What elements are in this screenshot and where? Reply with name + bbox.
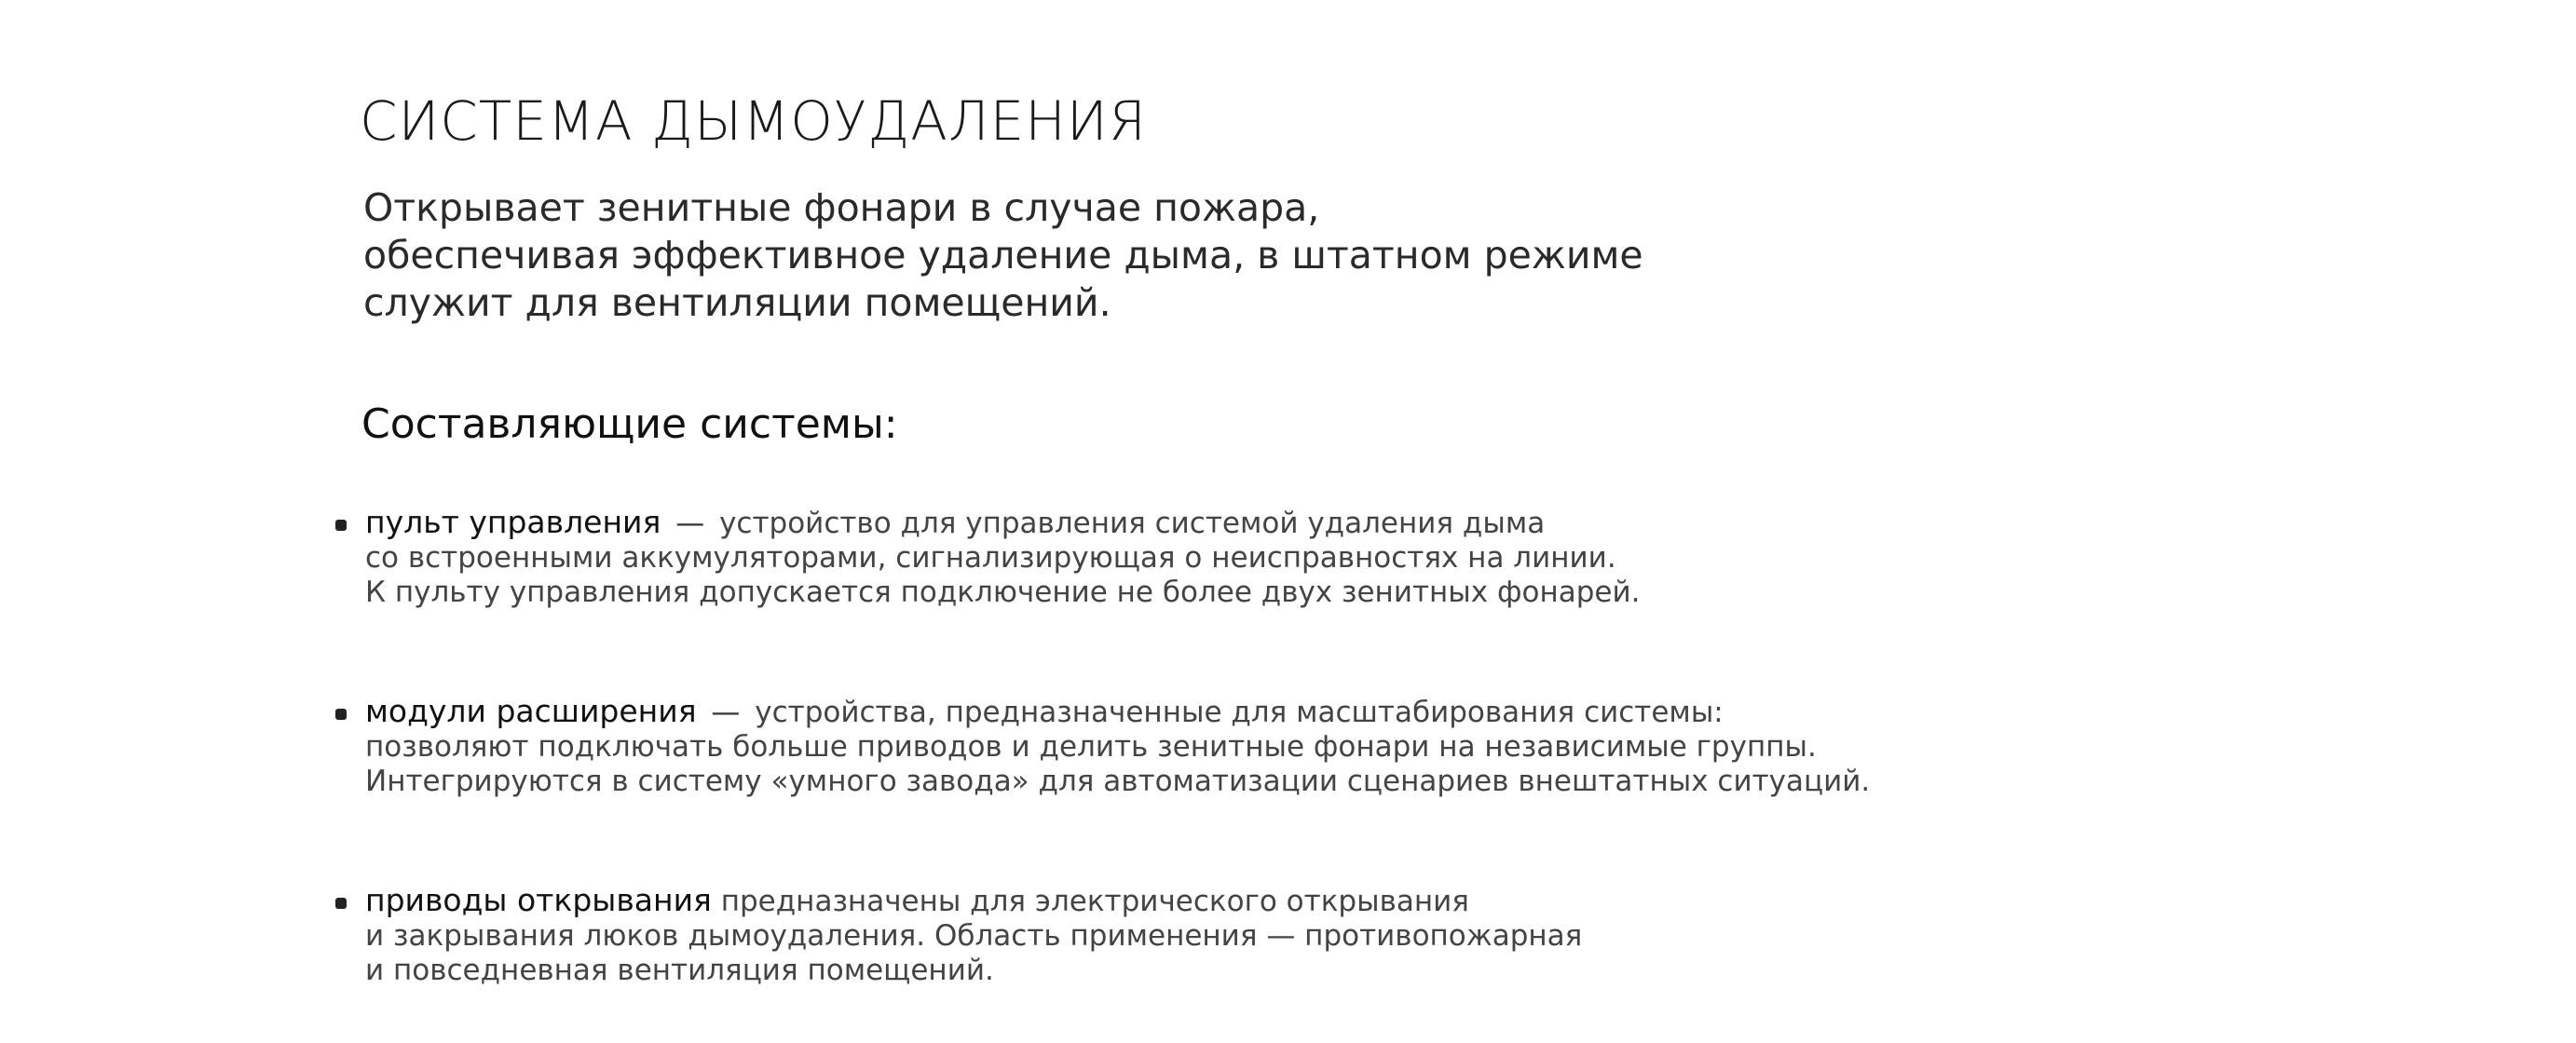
component-description: и повседневная вентиляция помещений. (365, 954, 994, 987)
component-description: предназначены для электрического открывания (720, 885, 1469, 918)
component-description: со встроенными аккумуляторами, сигнализирующая о неисправностях на линии. (365, 541, 1616, 575)
component-term: пульт управления (365, 504, 661, 540)
component-description: устройство для управления системой удаления дыма (719, 507, 1546, 540)
lead-line: Открывает зенитные фонари в случае пожара, (363, 185, 1320, 230)
lead-line: обеспечивая эффективное удаление дыма, в штатном режиме (363, 233, 1643, 278)
component-term: модули расширения (365, 693, 697, 729)
component-description: Интегрируются в систему «умного завода» для автоматизации сценариев внештатных ситуаций. (365, 765, 1871, 798)
component-item-expansion-modules (365, 694, 1870, 799)
section-heading: Составляющие системы: (361, 400, 898, 448)
page-title: СИСТЕМА ДЫМОУДАЛЕНИЯ (360, 89, 1147, 153)
component-description: позволяют подключать больше приводов и делить зенитные фонари на независимые группы. (365, 730, 1817, 764)
lead-paragraph (363, 184, 1643, 327)
bullet-icon (335, 709, 347, 720)
component-line (365, 694, 1870, 730)
component-item-control-panel (365, 505, 1640, 610)
component-description: устройства, предназначенные для масштабирования системы: (755, 696, 1724, 729)
component-item-opening-drives (365, 883, 1582, 988)
lead-line: служит для вентиляции помещений. (363, 280, 1111, 325)
bullet-icon (335, 520, 347, 531)
component-separator: — (711, 696, 741, 729)
component-description: и закрывания люков дымоудаления. Область применения — противопожарная (365, 919, 1583, 953)
bullet-icon (335, 898, 347, 909)
component-line (365, 505, 1640, 541)
component-separator: — (675, 507, 705, 540)
component-term: приводы открывания (365, 882, 712, 918)
component-line (365, 883, 1582, 919)
component-description: К пульту управления допускается подключение не более двух зенитных фонарей. (365, 576, 1641, 609)
